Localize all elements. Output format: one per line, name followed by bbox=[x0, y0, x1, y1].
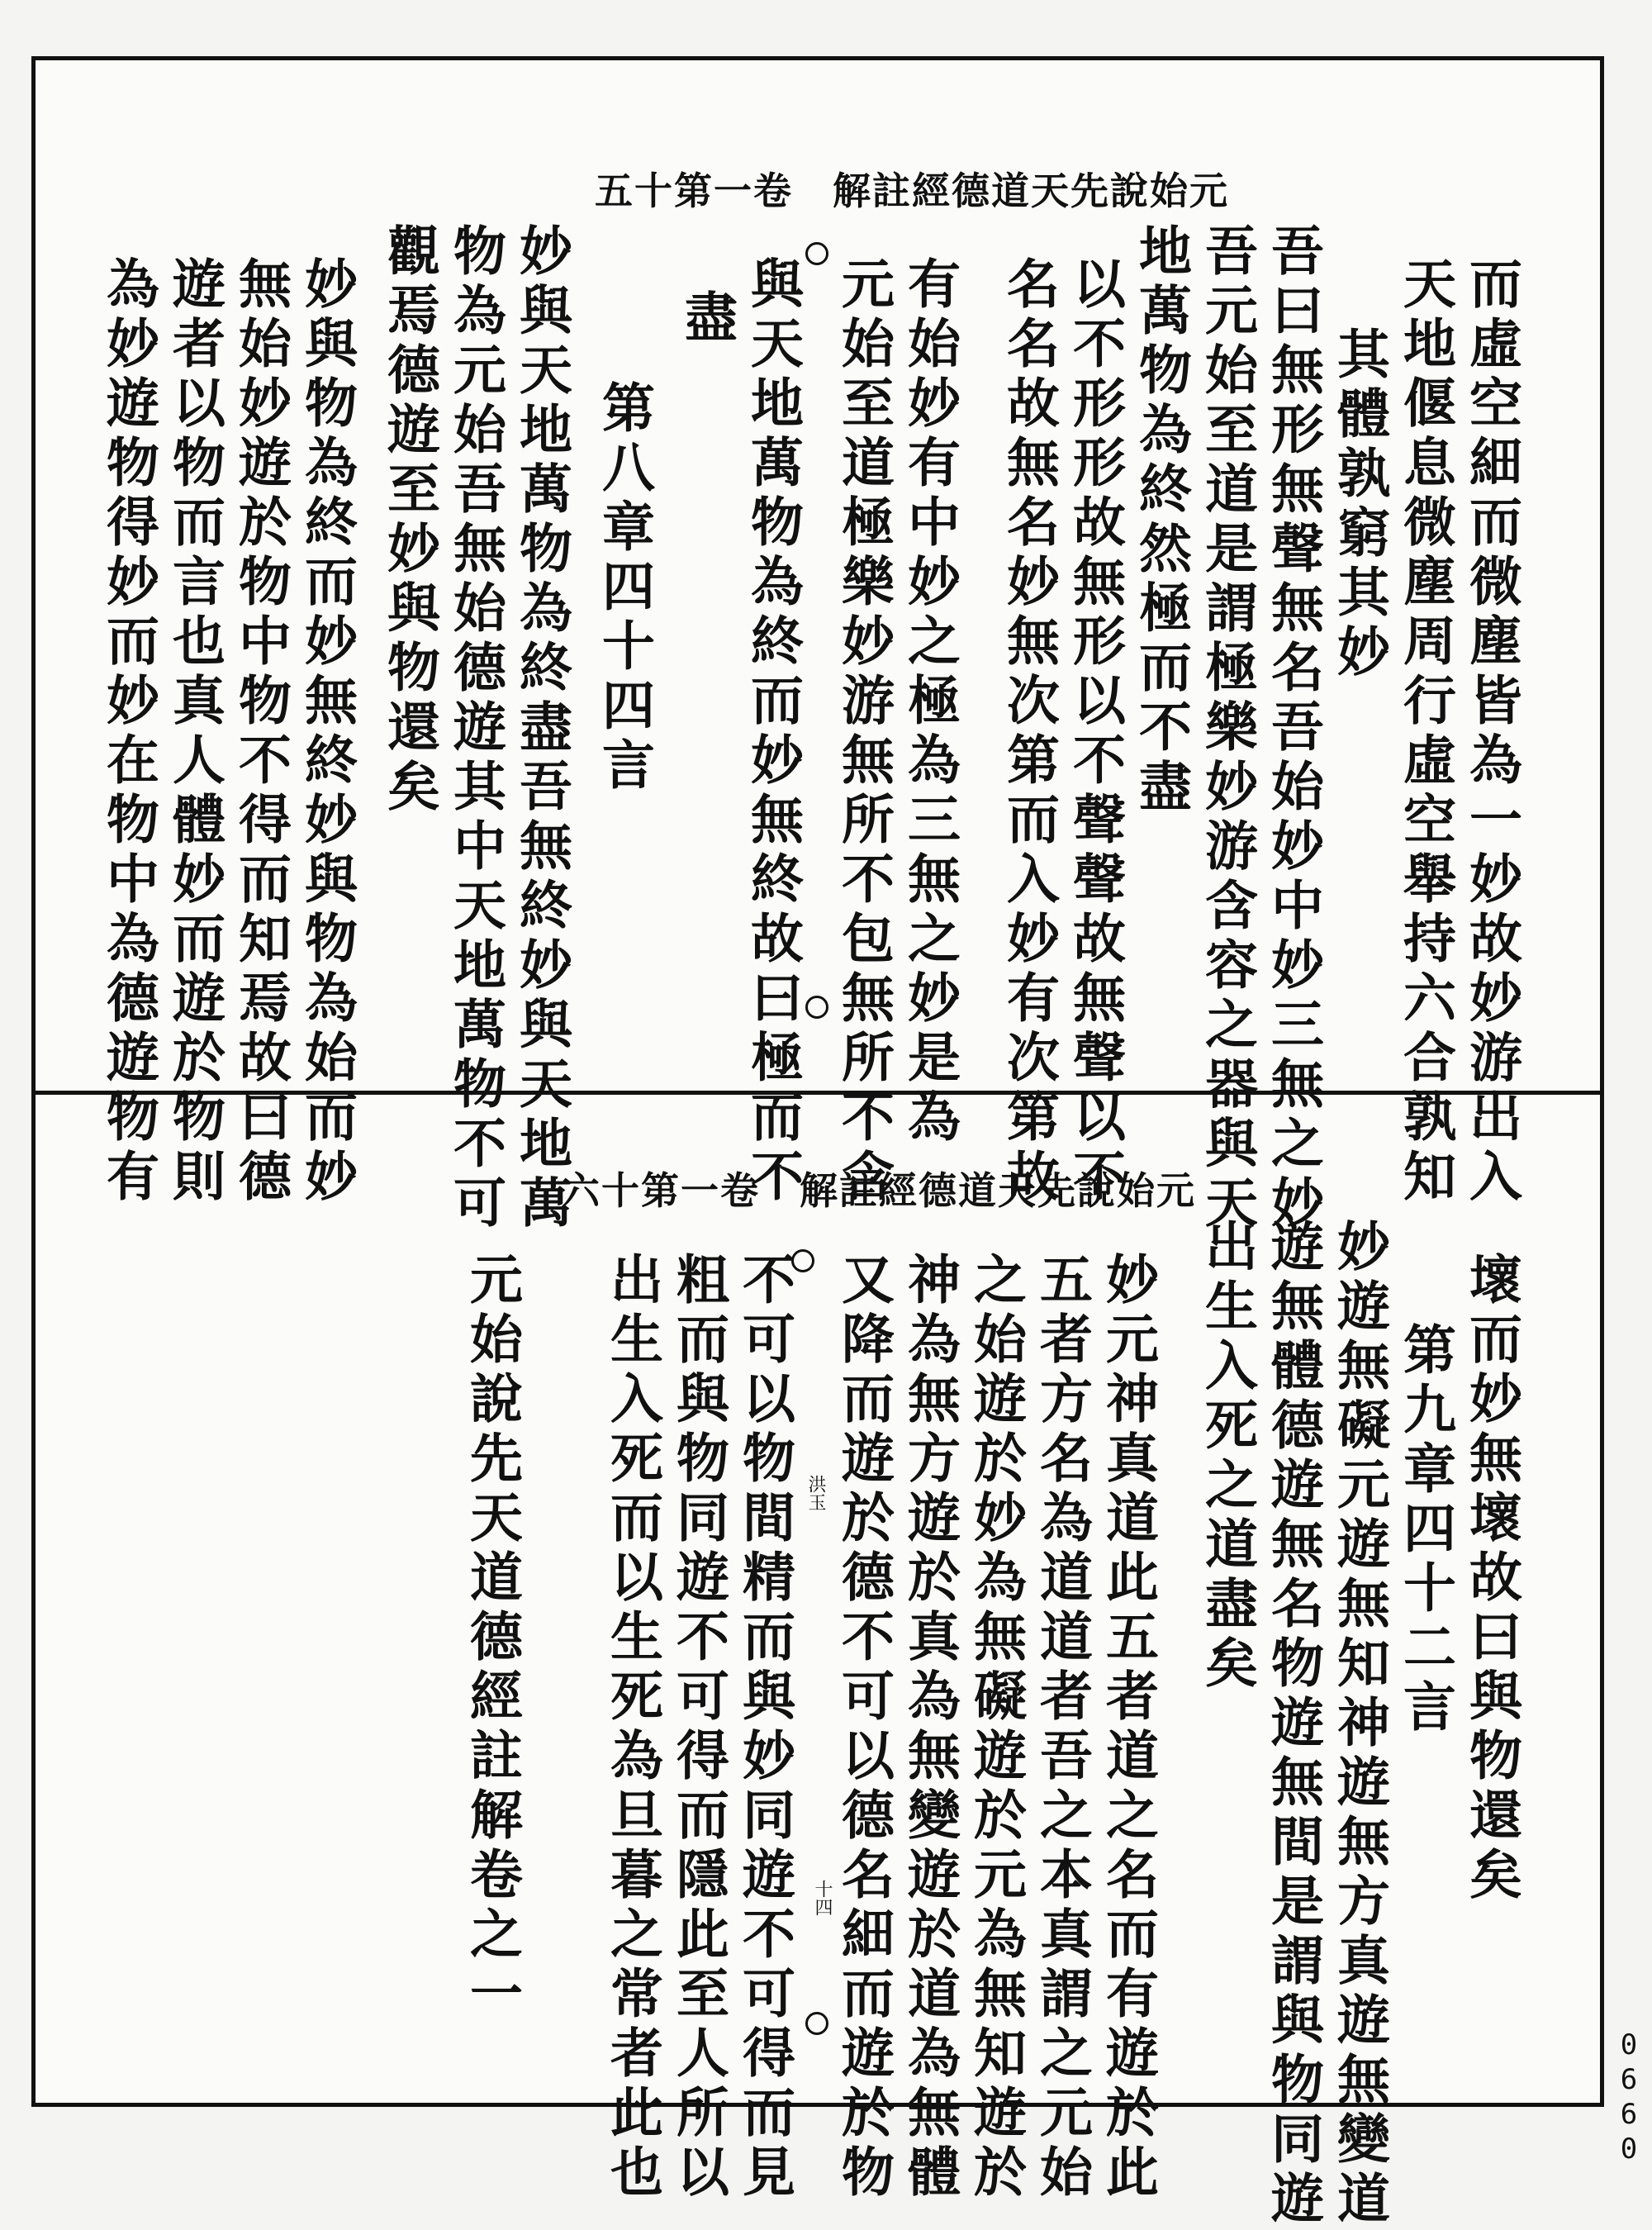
text-column: 遊者以物而言也真人體妙而遊於物則 bbox=[164, 256, 225, 1208]
punctuation-circle-icon bbox=[805, 996, 828, 1019]
text-column: 妙與天地萬物為終盡吾無終妙與天地萬 bbox=[510, 223, 572, 1234]
text-column: 無始妙遊於物中物不得而知焉故曰德 bbox=[230, 256, 292, 1208]
text-column: 名名故無名妙無次第而入妙有次第故 bbox=[998, 256, 1060, 1208]
text-column: 觀焉德遊至妙與物還矣 bbox=[378, 223, 440, 818]
punctuation-circle-icon bbox=[805, 2012, 828, 2035]
bottom-running-header: 元始說先天道德經註解 卷一第十六 bbox=[562, 1168, 1196, 1213]
margin-note: 十四 bbox=[812, 1880, 833, 1916]
text-column: 壞而妙無壞故曰與物還矣 bbox=[1460, 1252, 1522, 1906]
text-column: 粗而與物同遊不可得而隱此至人所以 bbox=[667, 1252, 729, 2204]
text-column: 物為元始吾無始德遊其中天地萬物不可 bbox=[444, 223, 506, 1234]
text-column: 遊無體德遊無名物遊無間是謂與物同遊 bbox=[1262, 1219, 1324, 2230]
text-column: 為妙遊物得妙而妙在物中為德遊物有 bbox=[97, 256, 159, 1208]
text-column: 吾曰無形無聲無名吾始妙中妙三無之妙 bbox=[1262, 223, 1324, 1234]
text-column: 其體孰窮其妙 bbox=[1328, 326, 1390, 683]
text-column: 地萬物為終然極而不盡 bbox=[1130, 223, 1192, 818]
text-column: 又降而遊於德不可以德名細而遊於物 bbox=[833, 1252, 895, 2204]
top-running-header: 元始說先天道德經註解 卷一第十五 bbox=[595, 169, 1229, 213]
text-column: 出生入死之道盡矣 bbox=[1196, 1219, 1258, 1695]
volume-end-title: 元始說先天道德經註解卷之一 bbox=[461, 1252, 523, 2025]
page-number: 0660 bbox=[1612, 2028, 1645, 2167]
text-column: 與天地萬物為終而妙無終故曰極而不 bbox=[742, 256, 804, 1208]
text-column: 不可以物間精而與妙同遊不可得而見 bbox=[733, 1252, 795, 2204]
text-column: 以不形形故無形以不聲聲故無聲以不 bbox=[1064, 256, 1126, 1208]
text-column: 五者方名為道道者吾之本真謂之元始 bbox=[1031, 1252, 1093, 2204]
text-column: 妙元神真道此五者道之名而有遊於此 bbox=[1097, 1252, 1159, 2204]
text-column: 妙與物為終而妙無終妙與物為始而妙 bbox=[296, 256, 358, 1208]
text-column: 吾元始至道是謂極樂妙游含容之器與天 bbox=[1196, 223, 1258, 1234]
text-column: 出生入死而以生死為旦暮之常者此也 bbox=[601, 1252, 663, 2204]
text-column: 元始至道極樂妙游無所不包無所不含 bbox=[833, 256, 895, 1208]
text-column: 之始遊於妙為無礙遊於元為無知遊於 bbox=[965, 1252, 1027, 2204]
text-column: 盡 bbox=[676, 289, 738, 349]
chapter-heading: 第八章四十四言 bbox=[593, 380, 655, 796]
punctuation-circle-icon bbox=[805, 242, 828, 265]
margin-note: 洪玉 bbox=[805, 1475, 826, 1511]
text-column: 神為無方遊於真為無變遊於道為無體 bbox=[899, 1252, 961, 2204]
text-column: 天地偃息微塵周行虛空舉持六合孰知 bbox=[1394, 256, 1456, 1208]
text-column: 妙遊無礙元遊無知神遊無方真遊無變道 bbox=[1328, 1219, 1390, 2230]
text-column: 而虛空細而微塵皆為一妙故妙游出入 bbox=[1460, 256, 1522, 1208]
text-column: 有始妙有中妙之極為三無之妙是為 bbox=[899, 256, 961, 1148]
chapter-heading: 第九章四十二言 bbox=[1394, 1322, 1456, 1738]
